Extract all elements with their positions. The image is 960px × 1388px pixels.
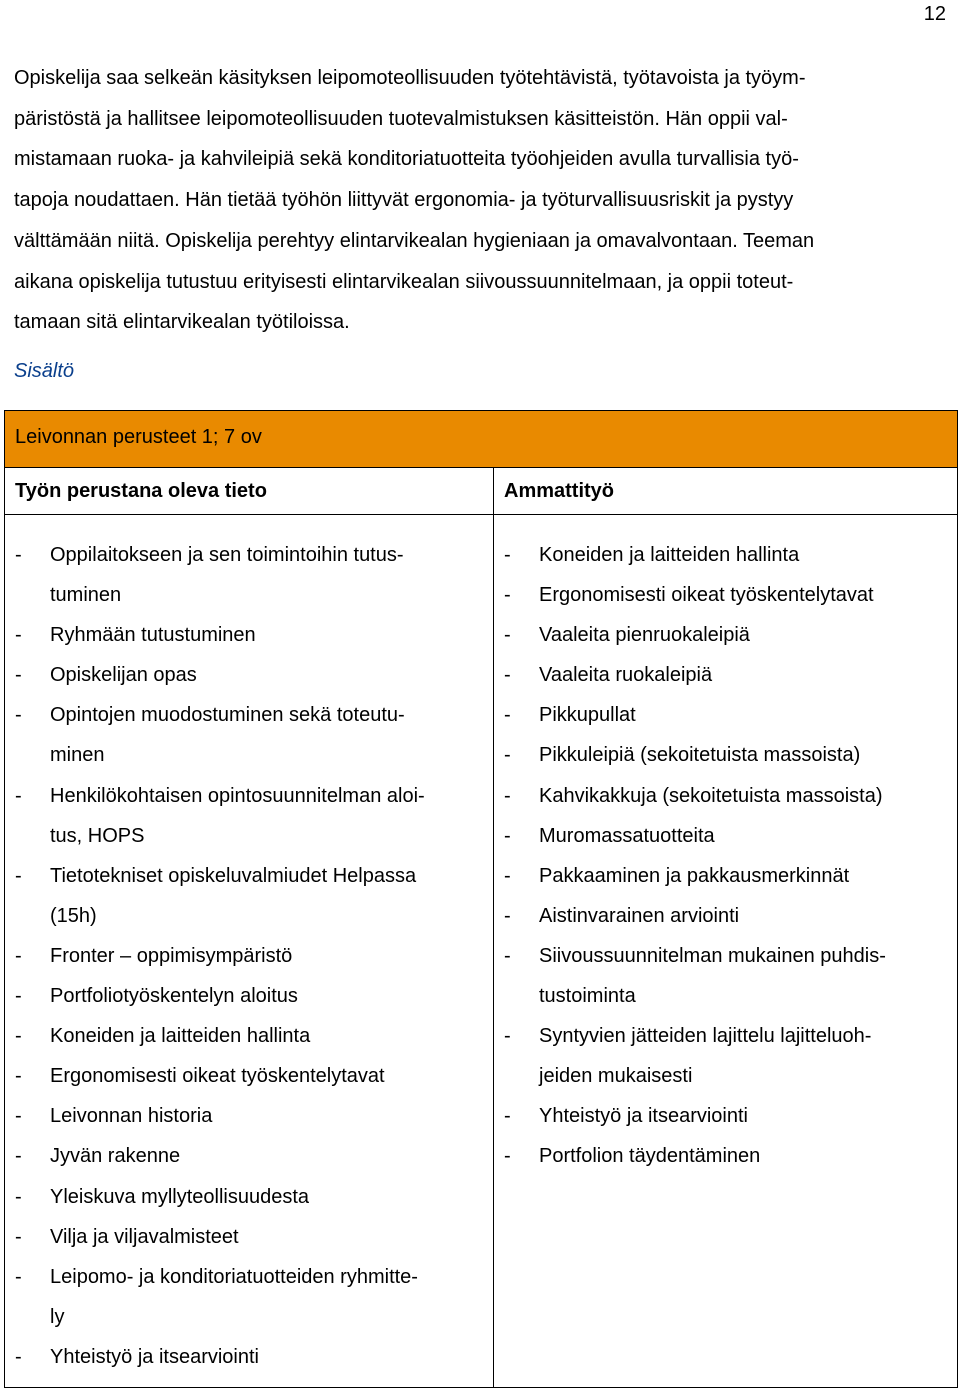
list-dash: - (15, 624, 22, 647)
list-item (504, 655, 947, 695)
list-dash: - (15, 1065, 22, 1088)
list-item (504, 896, 947, 936)
list-item-text: Opintojen muodostuminen sekä toteutu- (50, 704, 405, 727)
list-item-text: Jyvän rakenne (50, 1145, 181, 1168)
list-item-text: Vaaleita pienruokaleipiä (539, 624, 750, 647)
list-dash: - (15, 1225, 22, 1248)
list-item (504, 615, 947, 655)
intro-line: mistamaan ruoka- ja kahvileipiä sekä konditoriatuotteita työohjeiden avulla turvallisia työ- (14, 148, 799, 171)
list-item (15, 776, 483, 856)
list-item-text: ly (50, 1305, 65, 1328)
list-dash: - (15, 1345, 22, 1368)
list-dash: - (15, 544, 22, 566)
list-item-text: minen (50, 744, 105, 767)
list-item-text: Pikkuleipiä (sekoitetuista massoista) (539, 744, 861, 767)
list-item-text: Muromassatuotteita (539, 824, 715, 847)
list-dash: - (15, 1265, 22, 1288)
table-title-cell (5, 411, 958, 468)
list-item-text: tuminen (50, 584, 122, 607)
list-item (15, 1177, 483, 1217)
list-item (15, 535, 483, 615)
intro-paragraph (14, 58, 946, 343)
list-item-text: Ergonomisesti oikeat työskentelytavat (539, 584, 874, 607)
list-item-text: Leivonnan historia (50, 1105, 213, 1128)
list-item (15, 1056, 483, 1096)
list-dash: - (15, 1025, 22, 1048)
list-item (15, 936, 483, 976)
list-dash: - (504, 784, 511, 807)
header-knowledge (5, 468, 494, 515)
list-item-text: Kahvikakkuja (sekoitetuista massoista) (539, 784, 883, 807)
list-item (504, 776, 947, 816)
list-item (15, 1096, 483, 1136)
list-item-text: Fronter – oppimisympäristö (50, 944, 293, 967)
list-item (15, 976, 483, 1016)
list-dash: - (504, 824, 511, 847)
list-item-text: tus, HOPS (50, 824, 145, 847)
list-dash: - (504, 904, 511, 927)
list-item (504, 695, 947, 735)
list-dash: - (504, 1145, 511, 1168)
list-item-text: Opiskelijan opas (50, 664, 197, 687)
intro-line: tamaan sitä elintarvikealan työtiloissa. (14, 311, 350, 334)
intro-line: välttämään niitä. Opiskelija perehtyy elintarvikealan hygieniaan ja omavalvontaan. Teeman (14, 229, 815, 252)
list-item-text: Aistinvarainen arviointi (539, 904, 740, 927)
list-item-text: Ryhmään tutustuminen (50, 624, 256, 647)
list-item-text: Henkilökohtaisen opintosuunnitelman aloi- (50, 784, 425, 807)
header-knowledge-label: Työn perustana oleva tieto (15, 480, 267, 502)
list-item (504, 816, 947, 856)
list-dash: - (15, 664, 22, 687)
list-dash: - (15, 1145, 22, 1168)
list-item-text: Syntyvien jätteiden lajittelu lajitteluoh- (539, 1025, 872, 1048)
list-dash: - (504, 864, 511, 887)
list-item (504, 735, 947, 775)
list-dash: - (15, 704, 22, 727)
list-item (504, 856, 947, 896)
list-item-text: jeiden mukaisesti (539, 1065, 693, 1088)
table-content-row (5, 515, 958, 1388)
list-item (15, 695, 483, 775)
list-dash: - (504, 584, 511, 607)
list-item-text: Oppilaitokseen ja sen toimintoihin tutus- (50, 544, 404, 566)
list-dash: - (15, 1105, 22, 1128)
content-table (4, 410, 958, 1388)
list-item (504, 1136, 947, 1176)
list-item (504, 575, 947, 615)
list-dash: - (504, 664, 511, 687)
intro-line: päristöstä ja hallitsee leipomoteollisuuden tuotevalmistuksen käsitteistön. Hän oppii val- (14, 107, 788, 130)
list-item (504, 1096, 947, 1136)
list-dash: - (504, 1025, 511, 1048)
list-item (504, 1016, 947, 1096)
list-dash: - (504, 744, 511, 767)
list-dash: - (15, 944, 22, 967)
list-item (15, 1016, 483, 1056)
list-dash: - (504, 704, 511, 727)
intro-line: Opiskelija saa selkeän käsityksen leipomoteollisuuden työtehtävistä, työtavoista ja työym- (14, 67, 806, 89)
list-dash: - (15, 864, 22, 887)
list-dash: - (15, 985, 22, 1008)
list-item (15, 1136, 483, 1176)
list-item (15, 1257, 483, 1337)
list-item-text: Pakkaaminen ja pakkausmerkinnät (539, 864, 850, 887)
list-dash: - (504, 944, 511, 967)
list-item-text: Yhteistyö ja itsearviointi (50, 1345, 259, 1368)
list-item-text: Portfolion täydentäminen (539, 1145, 761, 1168)
list-item-text: (15h) (50, 904, 97, 927)
section-heading: Sisältö (14, 360, 75, 382)
list-item-text: Siivoussuunnitelman mukainen puhdis- (539, 944, 886, 967)
list-item-text: Vilja ja viljavalmisteet (50, 1225, 239, 1248)
list-item-text: Tietotekniset opiskeluvalmiudet Helpassa (50, 864, 417, 887)
list-item (15, 856, 483, 936)
work-cell (494, 515, 958, 1388)
knowledge-cell (5, 515, 494, 1388)
header-work (494, 468, 958, 515)
list-item-text: Vaaleita ruokaleipiä (539, 664, 713, 687)
list-item-text: Koneiden ja laitteiden hallinta (50, 1025, 311, 1048)
work-list (494, 515, 957, 1177)
list-dash: - (15, 784, 22, 807)
intro-line: tapoja noudattaen. Hän tietää työhön liittyvät ergonomia- ja työturvallisuusriskit ja pystyy (14, 189, 794, 212)
list-item-text: Pikkupullat (539, 704, 636, 727)
list-item-text: Koneiden ja laitteiden hallinta (539, 544, 800, 566)
list-item (504, 535, 947, 575)
header-work-label: Ammattityö (504, 480, 615, 502)
list-item-text: Yleiskuva myllyteollisuudesta (50, 1185, 310, 1208)
list-dash: - (15, 1185, 22, 1208)
page-number: 12 (923, 3, 946, 25)
list-dash: - (504, 544, 511, 566)
knowledge-list (5, 515, 493, 1377)
list-item (15, 655, 483, 695)
list-dash: - (504, 1105, 511, 1128)
list-item (15, 615, 483, 655)
list-dash: - (504, 624, 511, 647)
table-title: Leivonnan perusteet 1; 7 ov (15, 426, 262, 448)
list-item-text: Ergonomisesti oikeat työskentelytavat (50, 1065, 385, 1088)
list-item (15, 1337, 483, 1377)
table-title-row (5, 411, 958, 468)
table-header-row (5, 468, 958, 515)
list-item-text: Portfoliotyöskentelyn aloitus (50, 985, 298, 1008)
list-item-text: Yhteistyö ja itsearviointi (539, 1105, 748, 1128)
list-item-text: Leipomo- ja konditoriatuotteiden ryhmitte- (50, 1265, 418, 1288)
list-item-text: tustoiminta (539, 985, 636, 1008)
list-item (15, 1217, 483, 1257)
intro-line: aikana opiskelija tutustuu erityisesti elintarvikealan siivoussuunnitelmaan, ja oppii toteut- (14, 270, 794, 293)
list-item (504, 936, 947, 1016)
